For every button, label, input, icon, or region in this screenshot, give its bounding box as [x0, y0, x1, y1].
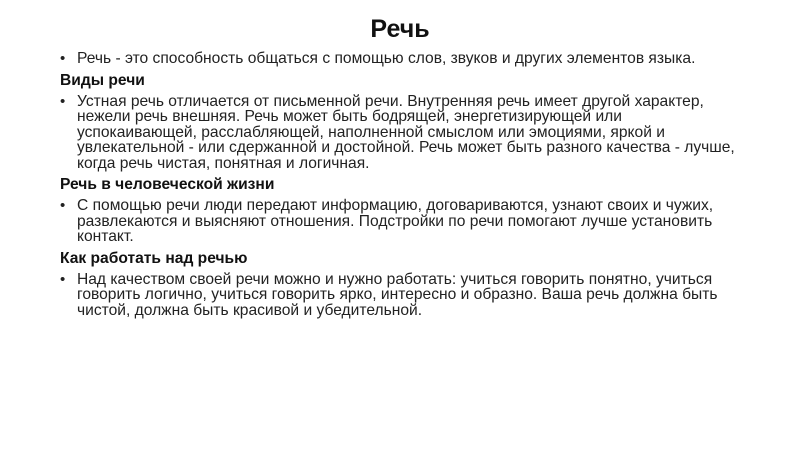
intro-bullet [60, 51, 740, 67]
section-text-practice: Над качеством своей речи можно и нужно работать: учиться говорить понятно, учиться говорить логично, учиться говорить ярко, интересно и образно. Ваша речь должна быть чистой, должна быть красивой и убедительной. [77, 270, 718, 319]
slide-content [60, 51, 740, 318]
bullet-icon: • [60, 270, 66, 288]
section-text-life: С помощью речи люди передают информацию, договариваются, узнают своих и чужих, развлекаются и выясняют отношения. Подстройки по речи помогают лучше установить контакт. [77, 197, 714, 245]
bullet-icon: • [60, 197, 66, 214]
section-heading-life: Речь в человеческой жизни [60, 176, 275, 193]
section-text-types: Устная речь отличается от письменной речи. Внутренняя речь имеет другой характер, нежели речь внешняя. Речь может быть бодрящей, энергетизирующей или успокаивающей, расслабляющей, наполненной смыслом или эмоциями, яркой и увлекательной - или сдержанной и достойной. Речь может быть разного качества - лучше, когда речь чистая, понятная и логичная. [77, 92, 735, 172]
intro-text: Речь - это способность общаться с помощью слов, звуков и других элементов языка. [77, 50, 696, 67]
slide-title: Речь [370, 15, 430, 43]
section-heading-practice: Как работать над речью [60, 249, 248, 267]
section-heading-types: Виды речи [60, 71, 145, 89]
bullet-icon: • [60, 50, 66, 67]
section-bullet-types [60, 94, 740, 172]
section-bullet-practice [60, 272, 740, 319]
bullet-icon: • [60, 92, 66, 110]
section-bullet-life [60, 198, 740, 245]
